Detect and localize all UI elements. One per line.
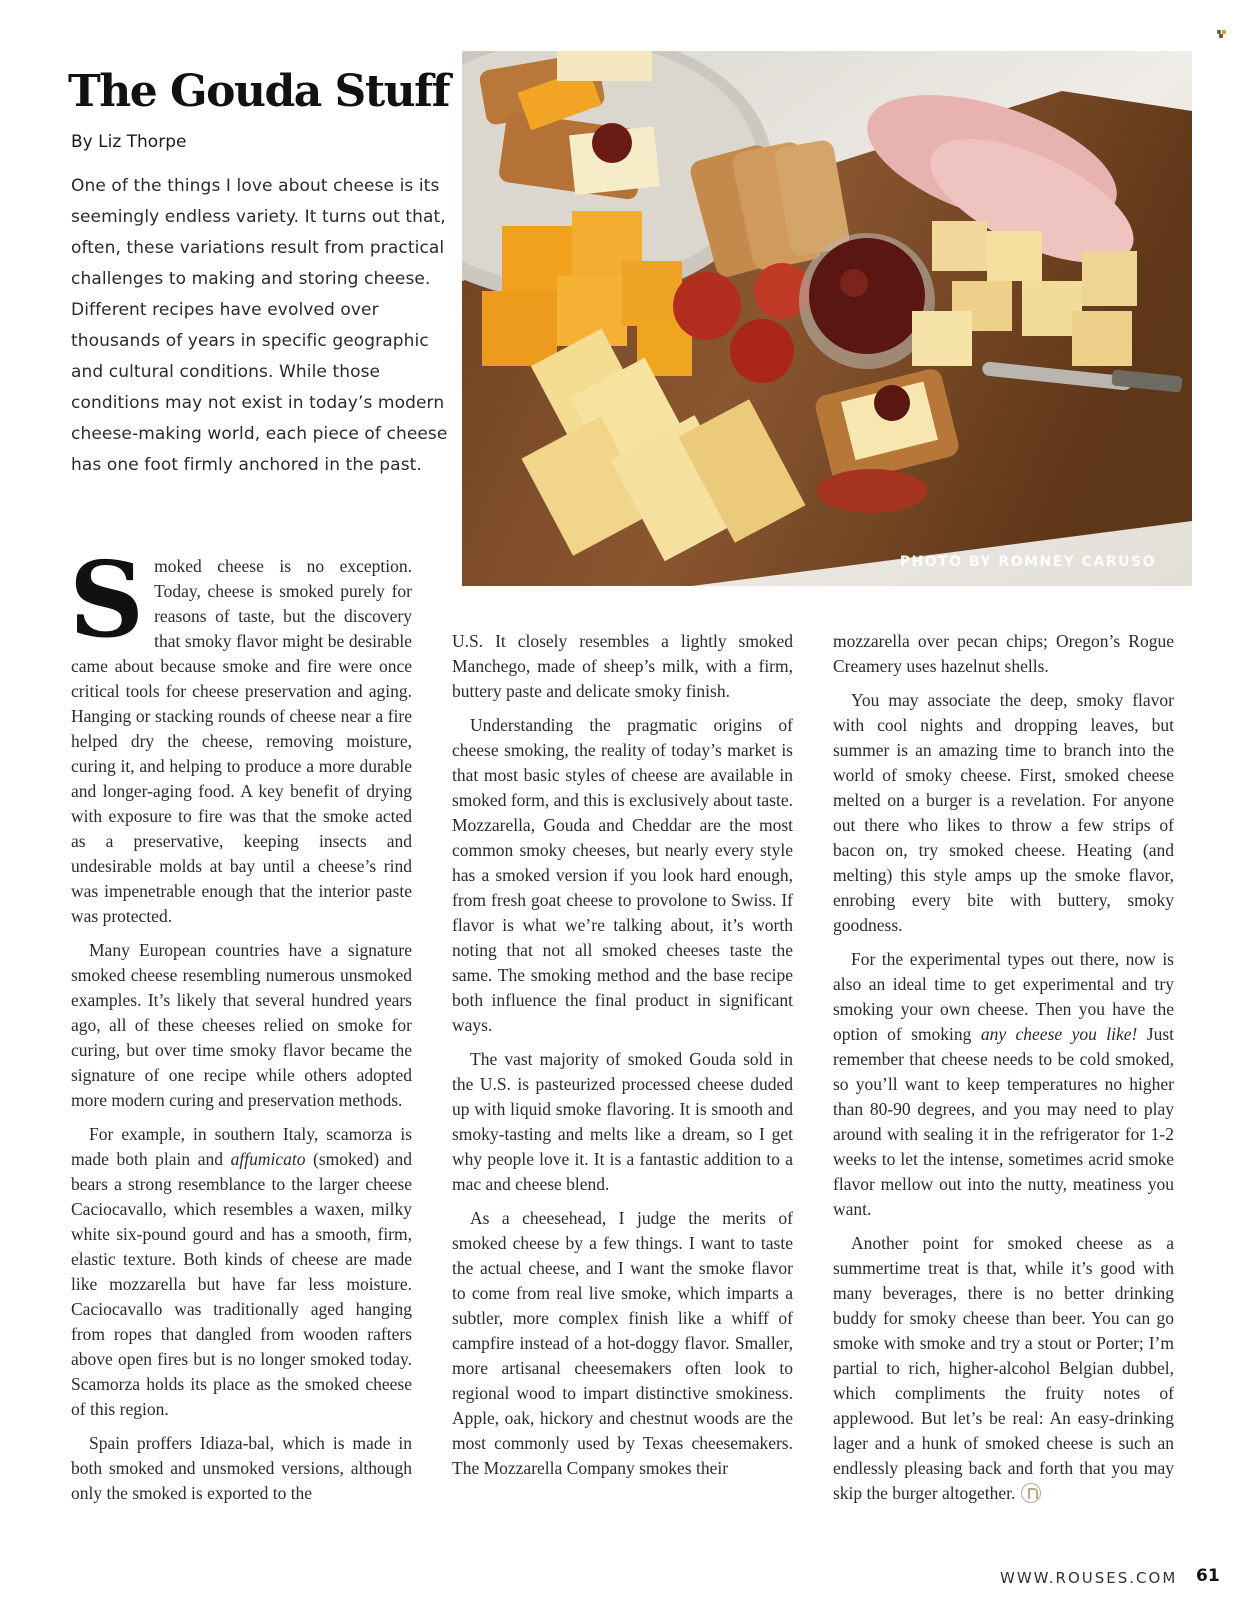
paragraph: Spain proffers Idiaza-bal, which is made in both smoked and unsmoked versions, although only the smoked is exported to the	[71, 1433, 412, 1503]
photo-credit: PHOTO BY ROMNEY CARUSO	[899, 554, 1156, 570]
rouses-end-mark-icon	[1021, 1483, 1041, 1503]
cheese-board-photo	[462, 51, 1192, 586]
paragraph	[833, 1231, 1174, 1506]
article-byline: By Liz Thorpe	[71, 132, 187, 152]
paragraph: The vast majority of smoked Gouda sold in the U.S. is pasteurized processed cheese duded up with liquid smoke flavoring. It is smooth and smoky-tasting and melts like a dream, so I get why people love it. It is a fantastic addition to a mac and cheese blend.	[452, 1049, 793, 1194]
italic-term: affumicato	[230, 1149, 306, 1169]
paragraph: Many European countries have a signature smoked cheese resembling numerous unsmoked examples. It’s likely that several hundred years ago, all of these cheeses relied on smoke for curing, but over time smoky flavor became the signature of one recipe while others adopted more modern curing and preservation methods.	[71, 940, 412, 1110]
paragraph: U.S. It closely resembles a lightly smoked Manchego, made of sheep’s milk, with a firm, buttery paste and delicate smoky finish.	[452, 631, 793, 701]
paragraph-text: Another point for smoked cheese as a summertime treat is that, while it’s good with many beverages, there is no better drinking buddy for smoky cheese than beer. You can go smoke with smoke and try a stout or Porter; I’m partial to rich, higher-alcohol Belgian dubbel, which compliments the fruity notes of applewood. But let’s be real: An easy-drinking lager and a hunk of smoked cheese is such an endlessly pleasing back and forth that you may skip the burger altogether.	[833, 1233, 1174, 1503]
article-title: The Gouda Stuff	[68, 66, 449, 117]
article-column-1	[69, 538, 412, 1515]
footer-website-link[interactable]: WWW.ROUSES.COM	[1000, 1569, 1178, 1587]
paragraph	[69, 538, 412, 929]
article-intro: One of the things I love about cheese is its seemingly endless variety. It turns out that, often, these variations result from practical challenges to making and storing cheese. Different recipes have evolved over thousands of years in specific geographic and cultural conditions. While those conditions may not exist in today’s modern cheese-making world, each piece of cheese has one foot firmly anchored in the past.	[71, 176, 448, 475]
article-column-3	[833, 629, 1174, 1515]
paragraph: You may associate the deep, smoky flavor with cool nights and dropping leaves, but summer is an amazing time to branch into the world of smoky cheese. First, smoked cheese melted on a burger is a revelation. For anyone out there who likes to throw a few strips of bacon on, try smoked cheese. Heating (and melting) this style amps up the smoke flavor, enrobing every bite with buttery, smoky goodness.	[833, 690, 1174, 935]
paragraph	[833, 947, 1174, 1222]
paragraph: Understanding the pragmatic origins of cheese smoking, the reality of today’s market is that most basic styles of cheese are available in smoked form, and this is exclusively about taste. Mozzarella, Gouda and Cheddar are the most common smoky cheeses, but nearly every style has a smoked version if you look hard enough, from fresh goat cheese to provolone to Swiss. If flavor is what we’re talking about, it’s worth noting that not all smoked cheeses taste the same. The smoking method and the base recipe both influence the final product in significant ways.	[452, 715, 793, 1035]
italic-phrase: any cheese you like!	[980, 1024, 1138, 1044]
paragraph-text: For the experimental types out there, now is also an ideal time to get experimental and try smoking your own cheese. Then you have the option of smoking	[833, 949, 1174, 1044]
cheese-board-illustration	[462, 51, 1192, 586]
paragraph: As a cheesehead, I judge the merits of smoked cheese by a few things. I want to taste the actual cheese, and I want the smoke flavor to come from real live smoke, which imparts a subtler, more complex finish like a whiff of campfire instead of a hot-doggy flavor. Smaller, more artisanal cheesemakers often look to regional wood to impart distinctive smokiness. Apple, oak, hickory and chestnut woods are the most commonly used by Texas cheesemakers. The Mozzarella Company smokes their	[452, 1208, 793, 1478]
paragraph-text: Just remember that cheese needs to be cold smoked, so you’ll want to keep temperatures no higher than 80-90 degrees, and you may need to play around with sealing it in the refrigerator for 1-2 weeks to let the intense, sometimes acrid smoke flavor mellow out into the nutty, meatiness you want.	[833, 1024, 1174, 1219]
drop-cap: S	[69, 538, 145, 661]
paragraph-text: moked cheese is no exception. Today, cheese is smoked purely for reasons of taste, but the discovery that smoky flavor might be desirable came about because smoke and fire were once critical tools for cheese preservation and aging. Hanging or stacking rounds of cheese near a fire helped dry the cheese, removing moisture, curing it, and helping to produce a more durable and longer-aging food. A key benefit of drying with exposure to fire was that the smoke acted as a preservative, keeping insects and undesirable molds at bay until a cheese’s rind was impenetrable enough that the interior paste was protected.	[71, 556, 412, 926]
corner-color-mark-icon	[1217, 30, 1227, 38]
paragraph	[71, 1122, 412, 1422]
article-column-2	[452, 629, 793, 1490]
paragraph: mozzarella over pecan chips; Oregon’s Rogue Creamery uses hazelnut shells.	[833, 631, 1174, 676]
paragraph-text: For example, in southern Italy, scamorza is made both plain and	[71, 1124, 412, 1169]
paragraph-text: (smoked) and bears a strong resemblance to the larger cheese Caciocavallo, which resembles a waxen, milky white six-pound gourd and has a smooth, firm, elastic texture. Both kinds of cheese are made like mozzarella but have far less moisture. Caciocavallo was traditionally aged hanging from ropes that dangled from wooden rafters above open fires but is no longer smoked today. Scamorza holds its place as the smoked cheese of this region.	[71, 1149, 412, 1419]
page-number: 61	[1196, 1566, 1220, 1586]
